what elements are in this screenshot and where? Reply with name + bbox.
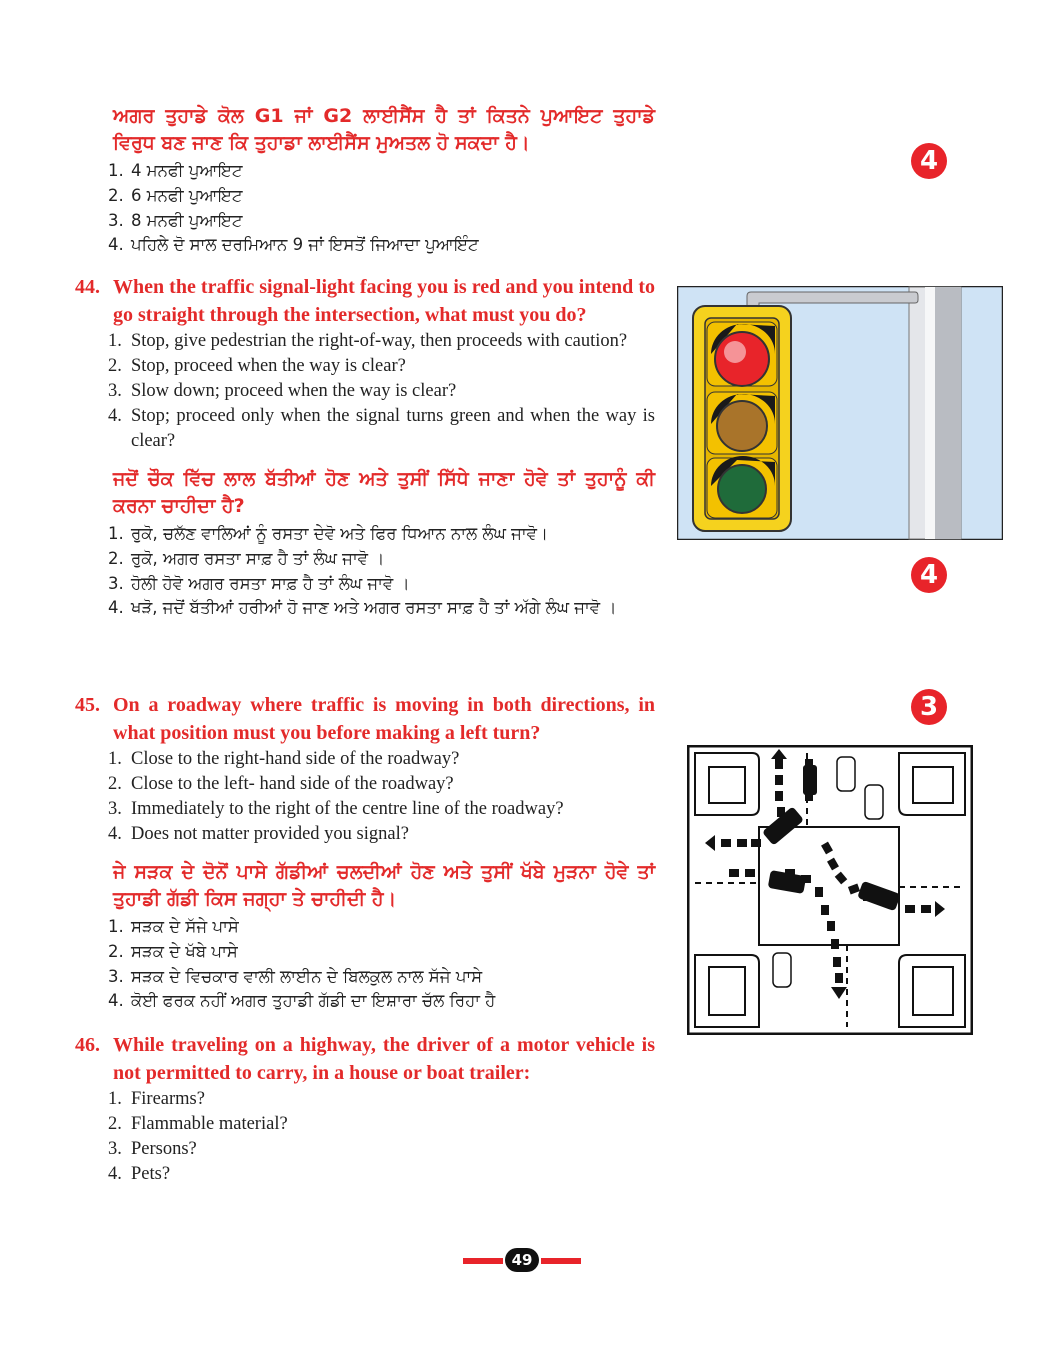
option[interactable]: 3. Persons? bbox=[108, 1139, 197, 1159]
question-45 bbox=[75, 692, 655, 1014]
question-text: On a roadway where traffic is moving in both directions, in what position must you before making a left turn? bbox=[113, 694, 655, 744]
question-text-punjabi: ਜਦੋਂ ਚੌਕ ਵਿੱਚ ਲਾਲ ਬੱਤੀਆਂ ਹੋਣ ਅਤੇ ਤੁਸੀਂ ਸਿੱਧੇ ਜਾਣਾ ਹੋਵੇ ਤਾਂ ਤੁਹਾਨੂੰ ਕੀ ਕਰਨਾ ਚਾਹੀਦਾ ਹੈ? bbox=[113, 468, 655, 517]
question-heading bbox=[75, 692, 655, 747]
question-text: ਅਗਰ ਤੁਹਾਡੇ ਕੋਲ G1 ਜਾਂ G2 ਲਾਈਸੈਂਸ ਹੈ ਤਾਂ ਕਿਤਨੇ ਪੁਆਇਟ ਤੁਹਾਡੇ ਵਿਰੁਧ ਬਣ ਜਾਣ ਕਿ ਤੁਹਾਡਾ ਲਾਈਸੈਂਸ ਮੁਅਤਲ ਹੋ ਸਕਦਾ ਹੈ। bbox=[113, 105, 655, 154]
options-list bbox=[75, 329, 655, 454]
options-list bbox=[75, 159, 655, 258]
option[interactable]: 3. ਸੜਕ ਦੇ ਵਿਚਕਾਰ ਵਾਲੀ ਲਾਈਨ ਦੇ ਬਿਲਕੁਲ ਨਾਲ ਸੱਜੇ ਪਾਸੇ bbox=[108, 966, 483, 986]
page-number-footer bbox=[463, 1248, 581, 1274]
question-number: 46. bbox=[75, 1034, 100, 1056]
green-light-icon bbox=[707, 456, 777, 518]
options-list-punjabi bbox=[75, 522, 655, 621]
option[interactable]: 4. ਖੜੋ, ਜਦੋਂ ਬੱਤੀਆਂ ਹਰੀਆਂ ਹੋ ਜਾਣ ਅਤੇ ਅਗਰ ਰਸਤਾ ਸਾਫ਼ ਹੈ ਤਾਂ ਅੱਗੇ ਲੰਘ ਜਾਵੋ । bbox=[108, 598, 617, 618]
options-list bbox=[75, 1087, 655, 1187]
option[interactable]: 1. Stop, give pedestrian the right-of-way, then proceeds with caution? bbox=[108, 331, 628, 351]
option[interactable]: 4. ਪਹਿਲੇ ਦੋ ਸਾਲ ਦਰਮਿਆਨ 9 ਜਾਂ ਇਸਤੋਂ ਜਿਆਦਾ ਪੁਆਇੰਟ bbox=[108, 235, 479, 255]
footer-bar-left bbox=[463, 1258, 503, 1264]
option[interactable]: 1. Firearms? bbox=[108, 1089, 205, 1109]
question-43-punjabi bbox=[75, 103, 655, 258]
question-text: When the traffic signal-light facing you is red and you intend to go straight through the intersection, what must you do? bbox=[113, 276, 655, 326]
option[interactable]: 1. ਸੜਕ ਦੇ ਸੱਜੇ ਪਾਸੇ bbox=[108, 917, 239, 936]
option[interactable]: 3. Slow down; proceed when the way is clear? bbox=[108, 381, 457, 401]
option[interactable]: 4. ਕੋਈ ਫਰਕ ਨਹੀਂ ਅਗਰ ਤੁਹਾਡੀ ਗੱਡੀ ਦਾ ਇਸ਼ਾਰਾ ਚੱਲ ਰਿਹਾ ਹੈ bbox=[108, 991, 496, 1011]
option[interactable]: 1. 4 ਮਨਫੀ ਪੁਆਇਟ bbox=[108, 161, 243, 180]
options-list bbox=[75, 747, 655, 847]
amber-light-icon bbox=[707, 392, 777, 454]
question-heading bbox=[75, 1032, 655, 1087]
option[interactable]: 1. Close to the right-hand side of the roadway? bbox=[108, 749, 460, 769]
option[interactable]: 1. ਰੁਕੋ, ਚਲੱਣ ਵਾਲਿਆਂ ਨੂੰ ਰਸਤਾ ਦੇਵੋ ਅਤੇ ਫਿਰ ਧਿਆਨ ਨਾਲ ਲੰਘ ਜਾਵੋ। bbox=[108, 524, 549, 543]
question-text: While traveling on a highway, the driver of a motor vehicle is not permitted to carry, in a house or boat trailer: bbox=[113, 1034, 655, 1084]
option[interactable]: 2. ਸੜਕ ਦੇ ਖੱਬੇ ਪਾਸੇ bbox=[108, 941, 238, 961]
question-46 bbox=[75, 1032, 655, 1187]
option[interactable]: 3. ਹੋਲੀ ਹੋਵੋ ਅਗਰ ਰਸਤਾ ਸਾਫ਼ ਹੈ ਤਾਂ ਲੰਘ ਜਾਵੋ । bbox=[108, 573, 410, 593]
option[interactable]: 3. Immediately to the right of the centre line of the roadway? bbox=[108, 799, 564, 819]
page-number: 49 bbox=[505, 1248, 539, 1272]
answer-badge-44: 4 bbox=[911, 557, 947, 593]
answer-badge-43: 4 bbox=[911, 143, 947, 179]
option[interactable]: 3. 8 ਮਨਫੀ ਪੁਆਇਟ bbox=[108, 210, 243, 230]
question-number: 45. bbox=[75, 694, 100, 716]
question-text-punjabi: ਜੇ ਸੜਕ ਦੇ ਦੋਨੋਂ ਪਾਸੇ ਗੱਡੀਆਂ ਚਲਦੀਆਂ ਹੋਣ ਅਤੇ ਤੁਸੀਂ ਖੱਬੇ ਮੁੜਨਾ ਹੋਵੇ ਤਾਂ ਤੁਹਾਡੀ ਗੱਡੀ ਕਿਸ ਜਗ੍ਹਾ ਤੇ ਚਾਹੀਦੀ ਹੈ। bbox=[113, 861, 655, 910]
option[interactable]: 2. Stop, proceed when the way is clear? bbox=[108, 356, 406, 376]
question-number: 44. bbox=[75, 276, 100, 298]
intersection-left-turn-diagram bbox=[687, 745, 973, 1035]
red-light-icon bbox=[707, 322, 777, 386]
options-list-punjabi bbox=[75, 915, 655, 1014]
option[interactable]: 4. Does not matter provided you signal? bbox=[108, 824, 409, 844]
option[interactable]: 4. Pets? bbox=[108, 1164, 171, 1184]
answer-badge-45: 3 bbox=[911, 689, 947, 725]
option[interactable]: 2. Flammable material? bbox=[108, 1114, 288, 1134]
option[interactable]: 4. Stop; proceed only when the signal turns green and when the way is clear? bbox=[108, 406, 655, 451]
traffic-light-illustration bbox=[677, 286, 1003, 540]
question-heading bbox=[75, 274, 655, 329]
question-44 bbox=[75, 274, 655, 621]
option[interactable]: 2. ਰੁਕੋ, ਅਗਰ ਰਸਤਾ ਸਾਫ਼ ਹੈ ਤਾਂ ਲੰਘ ਜਾਵੋ । bbox=[108, 548, 385, 568]
footer-bar-right bbox=[541, 1258, 581, 1264]
option[interactable]: 2. 6 ਮਨਫੀ ਪੁਆਇਟ bbox=[108, 185, 243, 205]
option[interactable]: 2. Close to the left- hand side of the roadway? bbox=[108, 774, 454, 794]
